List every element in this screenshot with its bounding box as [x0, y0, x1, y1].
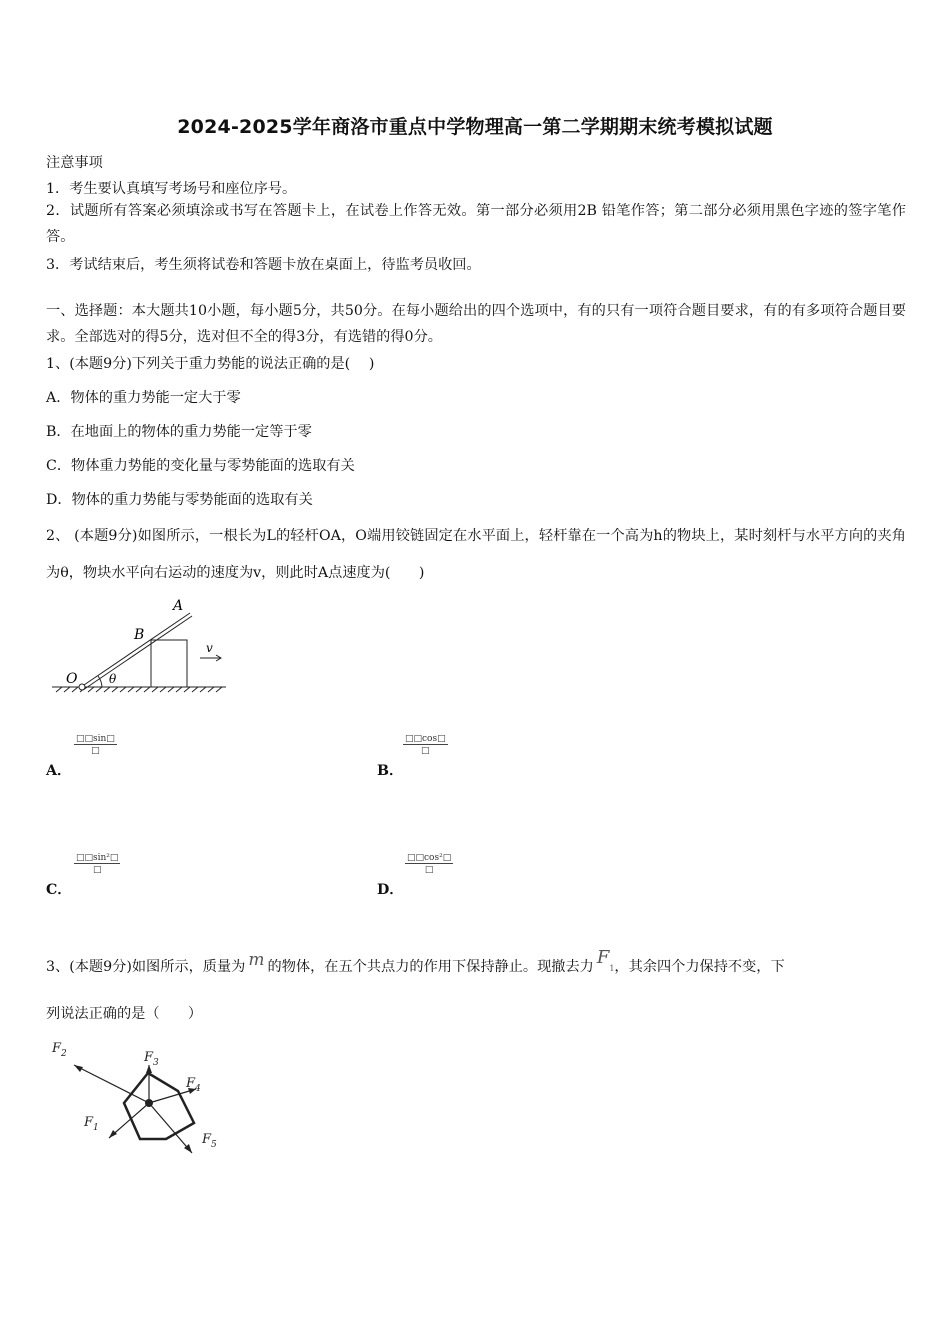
q3-force-sub: 1 [609, 963, 615, 973]
q3-force-symbol: F [596, 947, 610, 968]
q2-option-b-label: B． [377, 763, 404, 779]
label-f3: $F_3$ [144, 1050, 159, 1068]
section-intro: 一、选择题：本大题共10小题，每小题5分，共50分。在每小题给出的四个选项中，有的只有一项符合题目要求，有的有多项符合题目要求。全部选对的得5分，选对但不全的得3分，有选错的得0分。 [46, 303, 906, 345]
notice-heading: 注意事项 [46, 155, 103, 171]
q2-option-c-denominator: □ [92, 865, 102, 875]
q2-option-a-label: A． [46, 763, 72, 779]
rod-line-1 [81, 613, 190, 687]
label-f4: $F_4$ [186, 1076, 201, 1094]
object-body [124, 1073, 194, 1139]
q2-option-a [46, 760, 71, 780]
label-f5: $F_5$ [202, 1132, 217, 1150]
q2-option-a-denominator: □ [91, 746, 100, 756]
q2-option-a-numerator: □□sin□ [76, 734, 115, 744]
notice-item-3: 3．考试结束后，考生须将试卷和答题卡放在桌面上，待监考员收回。 [46, 257, 481, 273]
q2-option-b [377, 760, 403, 780]
label-f2: $F_2$ [52, 1041, 67, 1059]
notice-item-1: 1．考生要认真填写考场号和座位序号。 [46, 181, 297, 197]
label-a: A [173, 598, 184, 614]
q2-option-b-fraction [403, 734, 448, 756]
q2-option-c-fraction [74, 853, 120, 875]
q2-option-c-label: C． [46, 882, 72, 898]
force-f4-line [149, 1089, 196, 1103]
q3-stem [46, 947, 785, 977]
q2-option-d-denominator: □ [424, 865, 434, 875]
q3-stem-mid: 的物体，在五个共点力的作用下保持静止。现撤去力 [267, 959, 594, 975]
q2-option-b-denominator: □ [421, 746, 430, 756]
q2-option-d-numerator: □□cos²□ [407, 853, 452, 863]
q2-option-d-fraction [405, 853, 453, 875]
q2-option-d-label: D． [377, 882, 404, 898]
q3-stem-line2: 列说法正确的是（ ） [46, 1006, 203, 1022]
hinge [79, 684, 85, 690]
label-o: O [66, 671, 78, 687]
force-f1-arrowhead [109, 1130, 117, 1138]
q2-stem: 2、 (本题9分)如图所示，一根长为L的轻杆OA，O端用铰链固定在水平面上，轻杆靠在一个高为h的物块上，某时刻杆与水平方向的夹角为θ，物块水平向右运动的速度为v，则此时A点速度为( ) [46, 528, 906, 581]
q3-mass-symbol: m [248, 950, 265, 970]
q3-stem-post: ，其余四个力保持不变，下 [614, 959, 785, 975]
q2-option-c-numerator: □□sin²□ [76, 853, 119, 863]
q2-figure [48, 594, 230, 694]
q1-option-b: B．在地面上的物体的重力势能一定等于零 [46, 424, 312, 440]
label-v: v [206, 641, 213, 655]
page-title: 2024-2025学年商洛市重点中学物理高一第二学期期末统考模拟试题 [177, 116, 773, 138]
block [151, 640, 187, 687]
q2-option-c [46, 879, 71, 899]
q3-figure [46, 1035, 226, 1157]
q3-stem-pre: 3、(本题9分)如图所示，质量为 [46, 959, 246, 975]
force-f3-arrowhead [146, 1065, 152, 1073]
label-b: B [134, 627, 145, 643]
q1-stem: 1、(本题9分)下列关于重力势能的说法正确的是( ) [46, 356, 375, 372]
q2-option-b-numerator: □□cos□ [405, 734, 446, 744]
q2-option-a-fraction [74, 734, 117, 756]
notice-item-2: 2．试题所有答案必须填涂或书写在答题卡上，在试卷上作答无效。第一部分必须用2B 铅笔作答；第二部分必须用黑色字迹的签字笔作答。 [46, 203, 906, 245]
force-f2-arrowhead [74, 1065, 83, 1072]
label-theta: θ [109, 672, 117, 686]
q2-option-d [377, 879, 404, 899]
label-f1: $F_1$ [84, 1115, 99, 1133]
q1-option-d: D．物体的重力势能与零势能面的选取有关 [46, 492, 313, 508]
object-center [145, 1099, 153, 1107]
q1-option-a: A．物体的重力势能一定大于零 [46, 390, 241, 406]
q1-option-c: C．物体重力势能的变化量与零势能面的选取有关 [46, 458, 355, 474]
